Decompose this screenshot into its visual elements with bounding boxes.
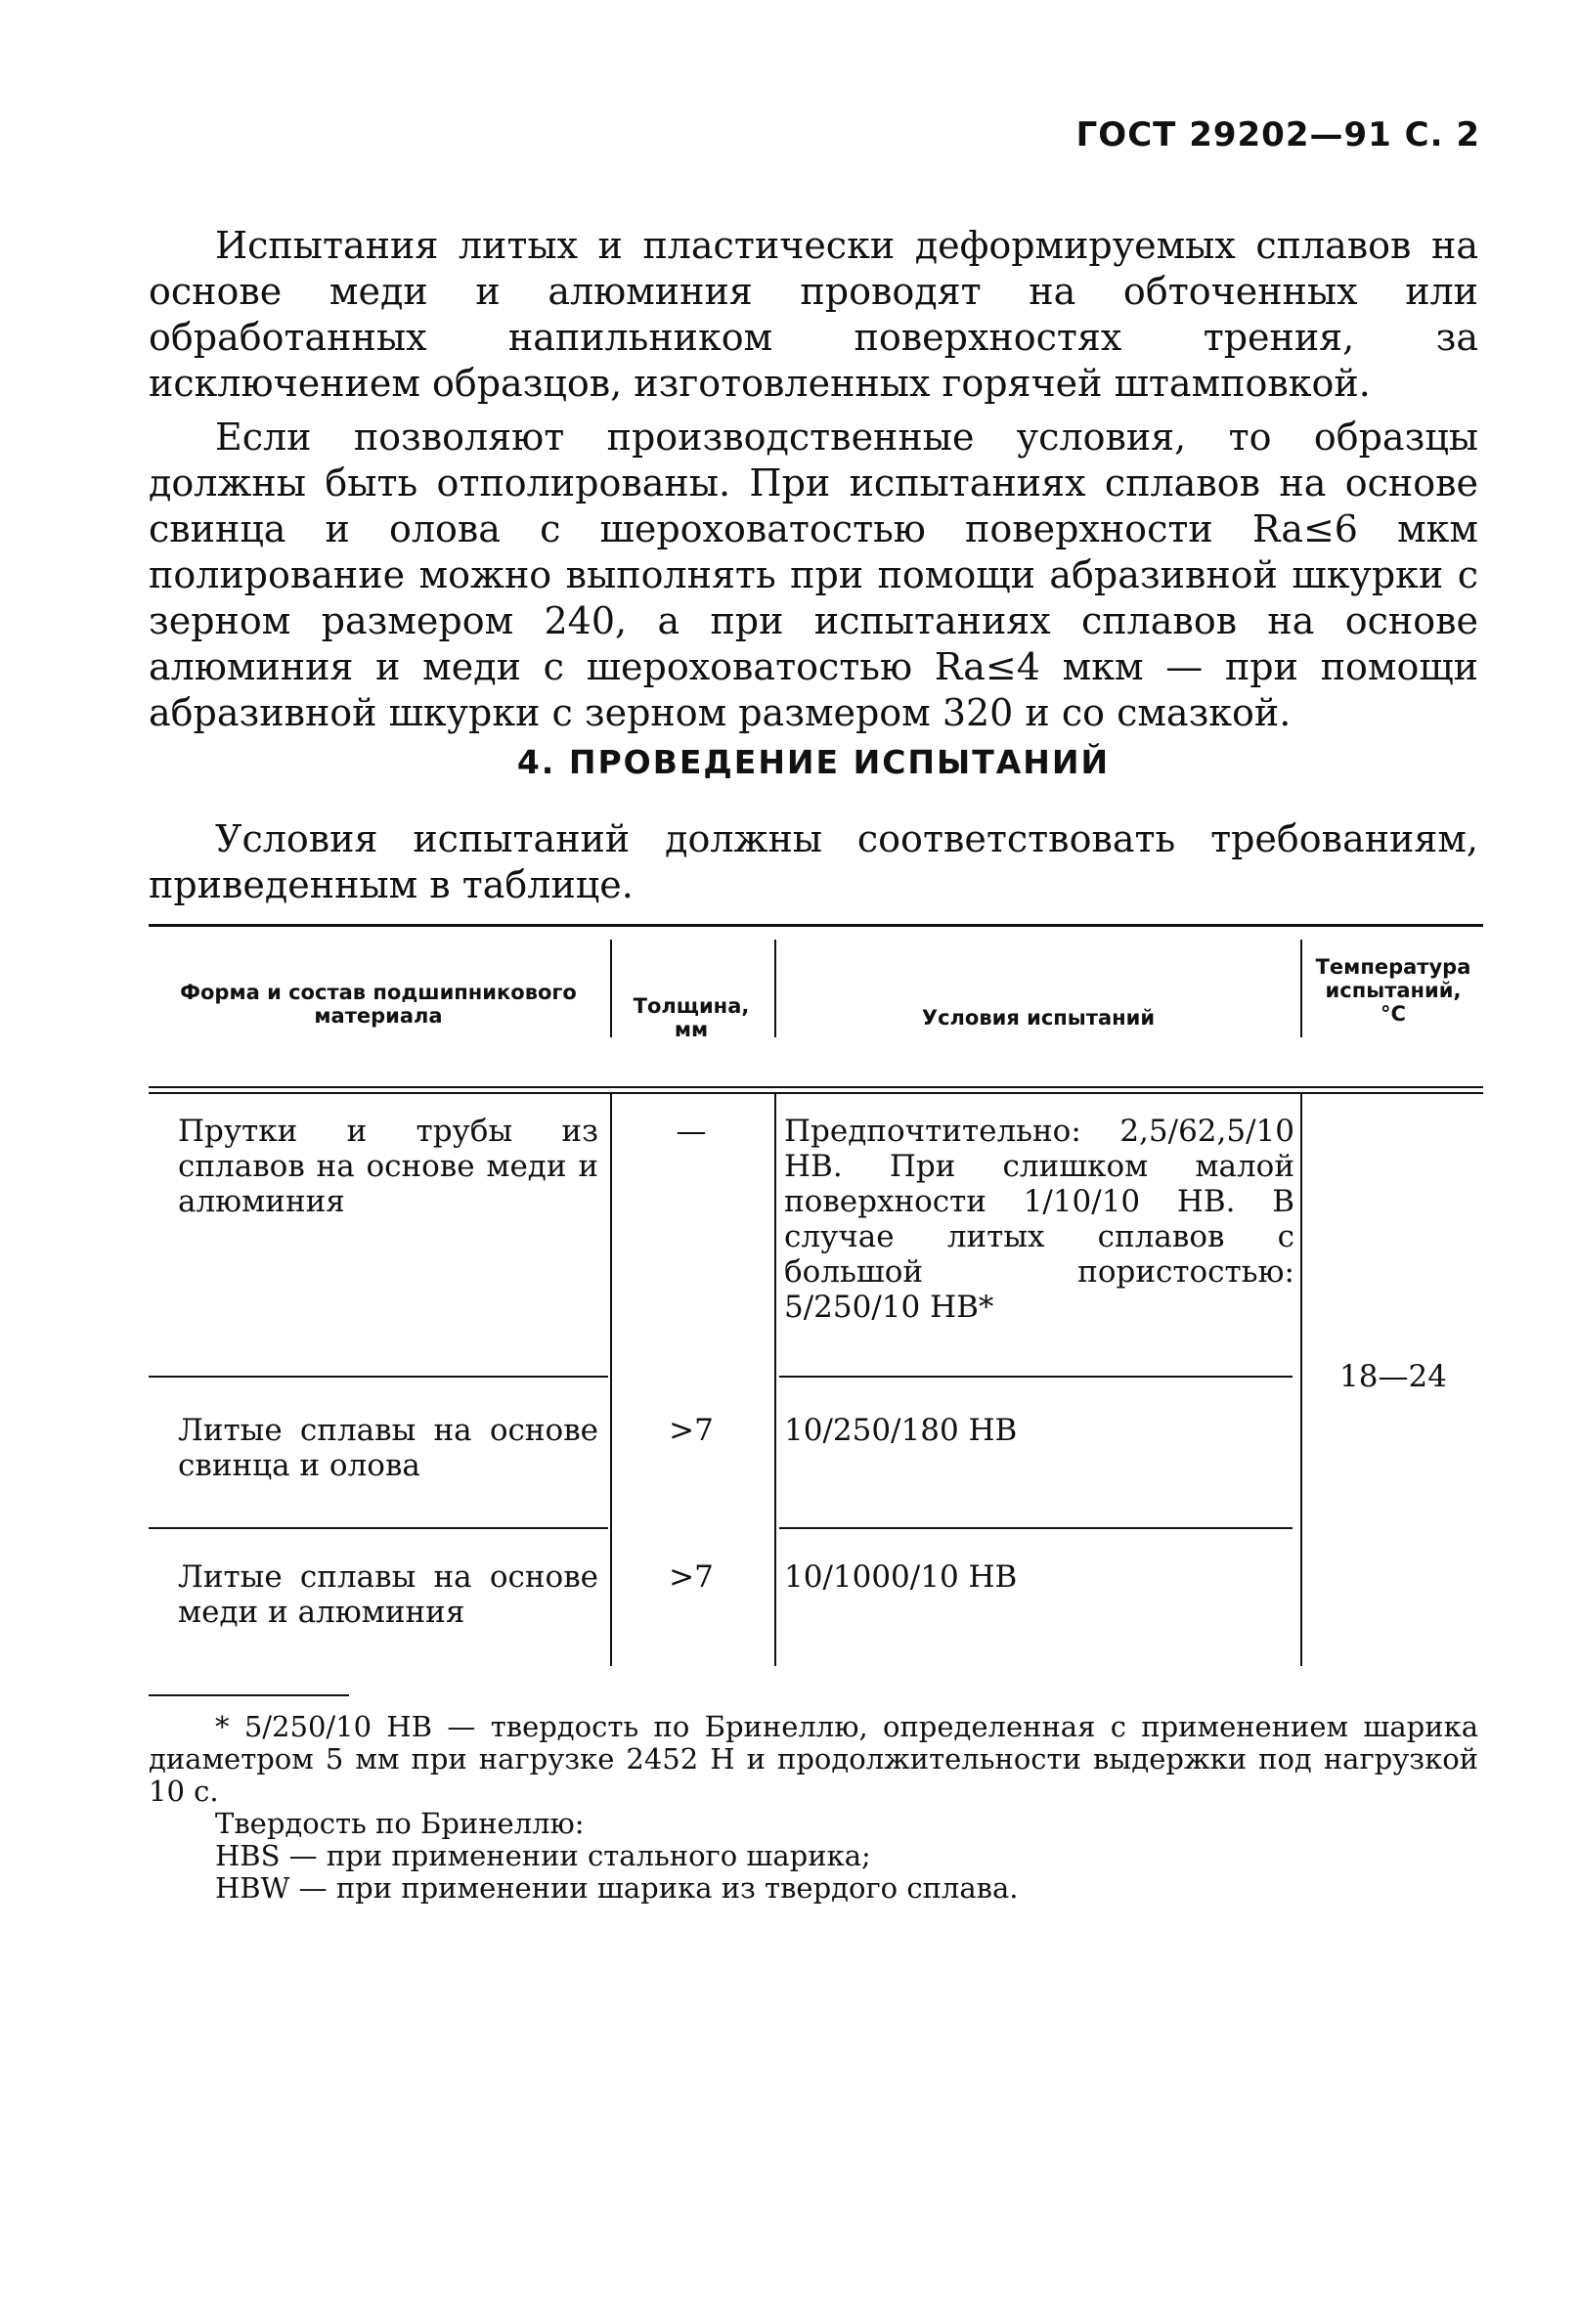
row-2-conditions: 10/250/180 HB — [784, 1413, 1018, 1448]
row-2-form: Литые сплавы на основе свинца и олова — [178, 1413, 598, 1483]
footnote-divider — [149, 1694, 349, 1696]
row-3-conditions: 10/1000/10 HB — [784, 1559, 1018, 1595]
body-text — [149, 223, 1478, 744]
row-1-form: Прутки и трубы из сплавов на основе меди и алюминия — [178, 1114, 598, 1219]
paragraph-2: Если позволяют производственные условия, то образцы должны быть отполированы. При испытаниях сплавов на основе свинца и олова с шероховатостью поверхности Ra≤6 мкм полирование можно выполнять при помощи абразивной шкурки с зерном размером 240, а при испытаниях сплавов на основе алюминия и меди с шероховатостью Ra≤4 мкм — при помощи абразивной шкурки с зерном размером 320 и со смазкой. — [149, 416, 1478, 734]
footnote-main: * 5/250/10 HB — твердость по Бринеллю, определенная с применением шарика диаметром 5 мм при нагрузке 2452 Н и продолжительности выдержки под нагрузкой 10 с. — [149, 1710, 1478, 1808]
row-2-thickness: >7 — [669, 1413, 714, 1448]
header-conditions: Условия испытаний — [921, 1006, 1156, 1030]
footnote-line-2: Твердость по Бринеллю: — [215, 1807, 585, 1840]
footnote-line-3: HBS — при применении стального шарика; — [215, 1839, 871, 1872]
temperature-value: 18—24 — [1339, 1359, 1447, 1394]
footnote-line-4: HBW — при применении шарика из твердого сплава. — [215, 1871, 1019, 1905]
section-intro — [149, 816, 1478, 916]
row-1-thickness: — — [676, 1114, 707, 1149]
section-title: 4. ПРОВЕДЕНИЕ ИСПЫТАНИЙ — [516, 743, 1111, 781]
row-1-conditions: Предпочтительно: 2,5/62,5/10 HB. При слишком малой поверхности 1/10/10 HB. В случае литых сплавов с большой пористостью: 5/250/10 HB* — [784, 1114, 1294, 1325]
header-thickness: Толщина, мм — [633, 994, 750, 1041]
test-conditions-table — [149, 924, 1483, 1677]
intro-paragraph: Условия испытаний должны соответствовать требованиям, приведенным в таблице. — [149, 817, 1478, 906]
header-form: Форма и состав подшипникового материала — [180, 981, 577, 1028]
footnote — [149, 1711, 1478, 1905]
header-temperature: Температура испытаний, °С — [1315, 955, 1471, 1026]
row-3-thickness: >7 — [669, 1559, 714, 1595]
row-3-form: Литые сплавы на основе меди и алюминия — [178, 1559, 598, 1630]
paragraph-1: Испытания литых и пластически деформируемых сплавов на основе меди и алюминия проводят на обточенных или обработанных напильником поверхностях трения, за исключением образцов, изготовленных горячей штамповкой. — [149, 224, 1478, 405]
page-header: ГОСТ 29202—91 С. 2 — [1075, 115, 1480, 154]
